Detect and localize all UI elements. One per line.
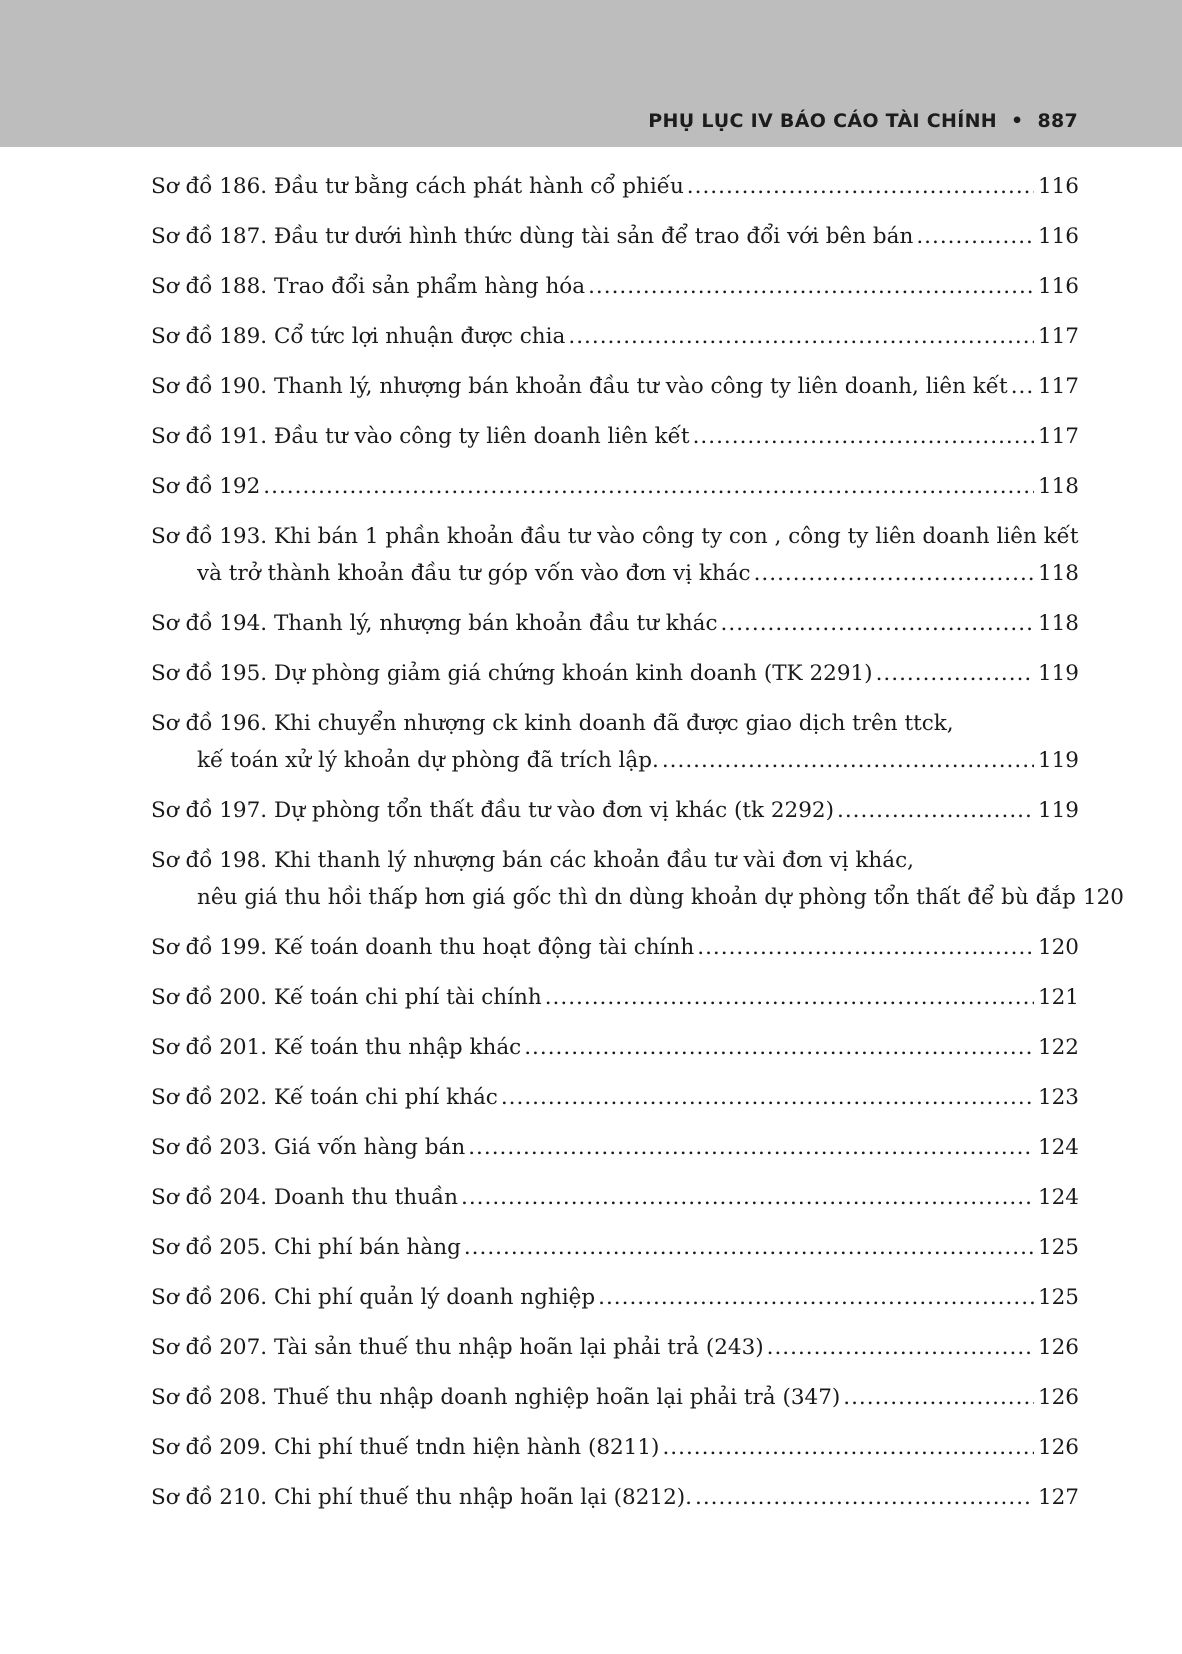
toc-entry-line [151, 268, 1079, 305]
toc-entry-line [151, 1279, 1079, 1316]
toc-entry-line [151, 1429, 1079, 1466]
toc-entry-line [151, 1129, 1079, 1166]
table-of-contents [151, 168, 1124, 1529]
toc-entry[interactable] [151, 168, 1079, 205]
toc-entry-title: nêu giá thu hồi thấp hơn giá gốc thì dn dùng khoản dự phòng tổn thất để bù đắp [197, 885, 1076, 910]
dot-leader [598, 1279, 1034, 1316]
toc-page-number: 118 [1037, 474, 1079, 499]
toc-entry-line [151, 605, 1079, 642]
toc-page-number: 118 [1037, 561, 1079, 586]
toc-entry-title: Sơ đồ 190. Thanh lý, nhượng bán khoản đầu tư vào công ty liên doanh, liên kết [151, 374, 1008, 399]
toc-entry[interactable] [151, 792, 1079, 829]
toc-entry-title: Sơ đồ 205. Chi phí bán hàng [151, 1235, 461, 1260]
toc-entry-line [151, 929, 1079, 966]
section-title: PHỤ LỤC IV BÁO CÁO TÀI CHÍNH [648, 110, 997, 132]
toc-page-number: 118 [1037, 611, 1079, 636]
toc-entry[interactable] [151, 1379, 1079, 1416]
toc-entry-title: Sơ đồ 191. Đầu tư vào công ty liên doanh liên kết [151, 424, 690, 449]
toc-entry-title: Sơ đồ 195. Dự phòng giảm giá chứng khoán kinh doanh (TK 2291) [151, 661, 873, 686]
dot-leader [767, 1329, 1034, 1366]
toc-entry-line [151, 555, 1079, 592]
toc-entry-title: Sơ đồ 206. Chi phí quản lý doanh nghiệp [151, 1285, 596, 1310]
toc-page-number: 117 [1037, 424, 1079, 449]
toc-entry[interactable] [151, 368, 1079, 405]
toc-entry[interactable] [151, 979, 1079, 1016]
toc-entry-title: Sơ đồ 204. Doanh thu thuần [151, 1185, 459, 1210]
toc-entry-line [151, 979, 1079, 1016]
dot-leader [721, 605, 1034, 642]
toc-entry[interactable] [151, 842, 1124, 916]
toc-entry[interactable] [151, 705, 1079, 779]
toc-entry[interactable] [151, 1179, 1079, 1216]
toc-entry-title: Sơ đồ 209. Chi phí thuế tndn hiện hành (8211) [151, 1435, 660, 1460]
separator-bullet: • [1010, 110, 1024, 132]
toc-entry-title: Sơ đồ 189. Cổ tức lợi nhuận được chia [151, 324, 566, 349]
toc-entry-line [151, 842, 1079, 879]
toc-entry-line [151, 468, 1079, 505]
toc-entry-title: Sơ đồ 186. Đầu tư bằng cách phát hành cổ phiếu [151, 174, 684, 199]
toc-entry-title: Sơ đồ 202. Kế toán chi phí khác [151, 1085, 498, 1110]
toc-page-number: 116 [1037, 174, 1079, 199]
toc-entry[interactable] [151, 468, 1079, 505]
toc-page-number: 127 [1037, 1485, 1079, 1510]
toc-entry-line [151, 318, 1079, 355]
toc-entry[interactable] [151, 268, 1079, 305]
toc-entry-line [151, 792, 1079, 829]
toc-entry-line [151, 1479, 1079, 1516]
toc-entry-title: kế toán xử lý khoản dự phòng đã trích lập. [197, 748, 659, 773]
dot-leader [843, 1379, 1034, 1416]
toc-entry-line [151, 655, 1079, 692]
toc-page-number: 124 [1037, 1135, 1079, 1160]
toc-page-number: 121 [1037, 985, 1079, 1010]
toc-page-number: 117 [1037, 324, 1079, 349]
dot-leader [524, 1029, 1034, 1066]
toc-page-number: 120 [1082, 885, 1124, 910]
toc-entry-title: Sơ đồ 203. Giá vốn hàng bán [151, 1135, 466, 1160]
dot-leader [461, 1179, 1034, 1216]
dot-leader [697, 929, 1034, 966]
toc-page-number: 123 [1037, 1085, 1079, 1110]
page-number: 887 [1037, 110, 1078, 132]
dot-leader [1011, 368, 1034, 405]
toc-entry-title: Sơ đồ 208. Thuế thu nhập doanh nghiệp hoãn lại phải trả (347) [151, 1385, 841, 1410]
dot-leader [263, 468, 1034, 505]
toc-page-number: 117 [1037, 374, 1079, 399]
toc-page-number: 126 [1037, 1335, 1079, 1360]
dot-leader [662, 742, 1034, 779]
toc-page-number: 116 [1037, 274, 1079, 299]
toc-page-number: 126 [1037, 1435, 1079, 1460]
toc-entry-line [151, 1329, 1079, 1366]
toc-entry-line [151, 1179, 1079, 1216]
toc-entry[interactable] [151, 1129, 1079, 1166]
toc-entry-title: Sơ đồ 193. Khi bán 1 phần khoản đầu tư vào công ty con , công ty liên doanh liên kết [151, 524, 1079, 549]
toc-page-number: 120 [1037, 935, 1079, 960]
toc-entry-line [151, 1229, 1079, 1266]
toc-entry-title: Sơ đồ 201. Kế toán thu nhập khác [151, 1035, 522, 1060]
toc-entry-line [151, 705, 1079, 742]
toc-entry-title: và trở thành khoản đầu tư góp vốn vào đơn vị khác [197, 561, 751, 586]
toc-entry-title: Sơ đồ 188. Trao đổi sản phẩm hàng hóa [151, 274, 586, 299]
toc-entry-line [151, 168, 1079, 205]
toc-entry-line [151, 368, 1079, 405]
dot-leader [501, 1079, 1034, 1116]
dot-leader [916, 218, 1034, 255]
toc-page-number: 122 [1037, 1035, 1079, 1060]
toc-page-number: 119 [1037, 798, 1079, 823]
toc-entry-title: Sơ đồ 207. Tài sản thuế thu nhập hoãn lại phải trả (243) [151, 1335, 764, 1360]
toc-entry[interactable] [151, 1079, 1079, 1116]
toc-entry-line [151, 1079, 1079, 1116]
dot-leader [568, 318, 1034, 355]
toc-entry[interactable] [151, 1229, 1079, 1266]
toc-entry[interactable] [151, 605, 1079, 642]
dot-leader [545, 979, 1034, 1016]
toc-entry-title: Sơ đồ 196. Khi chuyển nhượng ck kinh doanh đã được giao dịch trên ttck, [151, 711, 954, 736]
toc-entry[interactable] [151, 1429, 1079, 1466]
toc-page-number: 116 [1037, 224, 1079, 249]
toc-page-number: 125 [1037, 1235, 1079, 1260]
toc-entry-title: Sơ đồ 199. Kế toán doanh thu hoạt động tài chính [151, 935, 695, 960]
toc-entry[interactable] [151, 1029, 1079, 1066]
toc-entry[interactable] [151, 1279, 1079, 1316]
toc-entry[interactable] [151, 655, 1079, 692]
toc-entry[interactable] [151, 518, 1079, 592]
dot-leader [837, 792, 1034, 829]
toc-entry-line [151, 1029, 1079, 1066]
toc-entry-title: Sơ đồ 192 [151, 474, 261, 499]
toc-entry[interactable] [151, 929, 1079, 966]
dot-leader [687, 168, 1034, 205]
toc-entry[interactable] [151, 218, 1079, 255]
dot-leader [662, 1429, 1034, 1466]
toc-entry-title: Sơ đồ 197. Dự phòng tổn thất đầu tư vào đơn vị khác (tk 2292) [151, 798, 834, 823]
toc-entry-title: Sơ đồ 210. Chi phí thuế thu nhập hoãn lại (8212). [151, 1485, 692, 1510]
toc-entry[interactable] [151, 1329, 1079, 1366]
dot-leader [695, 1479, 1034, 1516]
toc-entry-title: Sơ đồ 198. Khi thanh lý nhượng bán các khoản đầu tư vài đơn vị khác, [151, 848, 914, 873]
toc-entry-line [151, 218, 1079, 255]
toc-entry-line [151, 1379, 1079, 1416]
toc-page-number: 124 [1037, 1185, 1079, 1210]
running-head [648, 110, 1078, 132]
toc-entry-title: Sơ đồ 200. Kế toán chi phí tài chính [151, 985, 542, 1010]
dot-leader [876, 655, 1034, 692]
toc-entry-line [151, 742, 1079, 779]
toc-page-number: 126 [1037, 1385, 1079, 1410]
toc-entry[interactable] [151, 1479, 1079, 1516]
toc-page-number: 119 [1037, 748, 1079, 773]
dot-leader [468, 1129, 1034, 1166]
toc-entry-line [151, 879, 1124, 916]
toc-page-number: 125 [1037, 1285, 1079, 1310]
dot-leader [464, 1229, 1034, 1266]
toc-entry-line [151, 518, 1079, 555]
toc-entry[interactable] [151, 318, 1079, 355]
toc-page-number: 119 [1037, 661, 1079, 686]
toc-entry-title: Sơ đồ 187. Đầu tư dưới hình thức dùng tài sản để trao đổi với bên bán [151, 224, 914, 249]
dot-leader [754, 555, 1034, 592]
dot-leader [693, 418, 1034, 455]
toc-entry[interactable] [151, 418, 1079, 455]
dot-leader [588, 268, 1034, 305]
toc-entry-title: Sơ đồ 194. Thanh lý, nhượng bán khoản đầu tư khác [151, 611, 718, 636]
toc-entry-line [151, 418, 1079, 455]
